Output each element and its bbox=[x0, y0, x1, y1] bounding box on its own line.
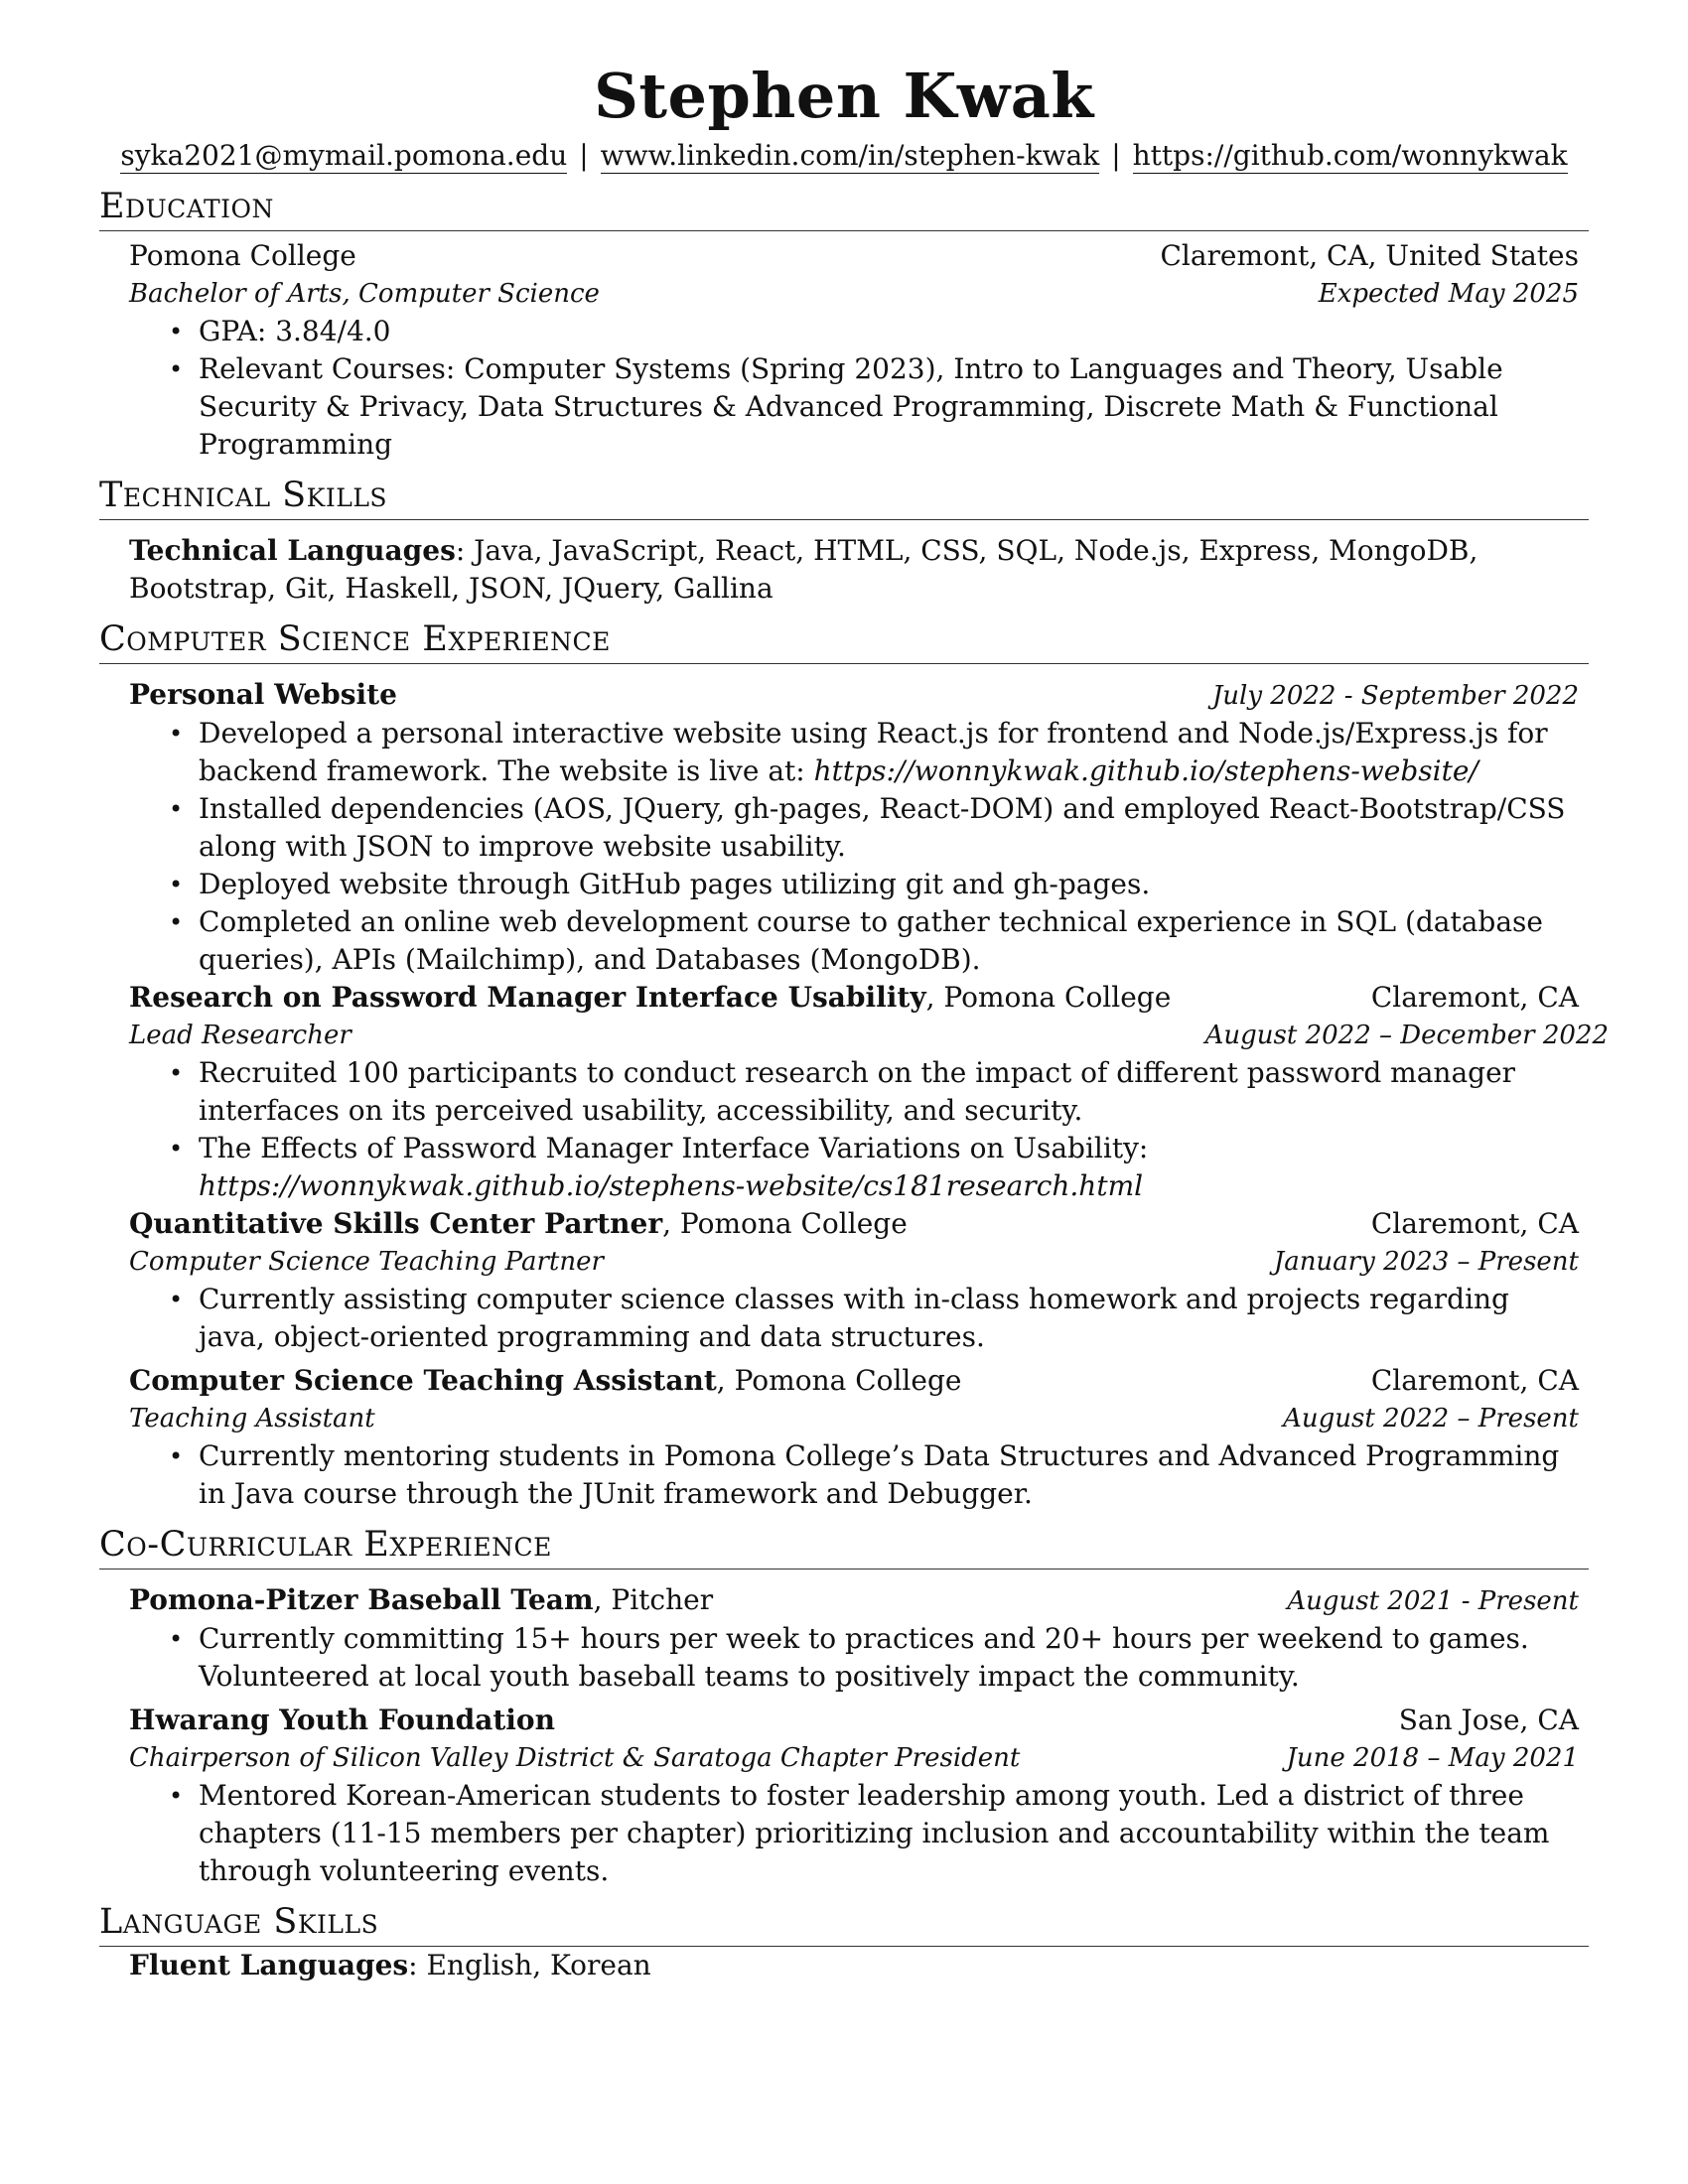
entry-role: , Pitcher bbox=[593, 1583, 714, 1616]
bullet-text: The Effects of Password Manager Interface Variations on Usability: bbox=[199, 1132, 1149, 1164]
entry-subheader bbox=[129, 1243, 1579, 1281]
linkedin-link[interactable]: www.linkedin.com/in/stephen-kwak bbox=[600, 139, 1100, 172]
school-location: Claremont, CA, United States bbox=[1160, 239, 1579, 272]
entry-role: Chairperson of Silicon Valley District & Saratoga Chapter President bbox=[129, 1743, 1021, 1773]
languages-value: : English, Korean bbox=[408, 1949, 651, 1981]
entry-header bbox=[129, 979, 1579, 1017]
entry-bullets bbox=[129, 1437, 1579, 1513]
list-item: • Recruited 100 participants to conduct research on the impact of different password manager interfaces on its perceived usability, accessibility, and security. bbox=[199, 1054, 1579, 1130]
entry-title: Hwarang Youth Foundation bbox=[129, 1704, 555, 1736]
list-item: • Mentored Korean-American students to foster leadership among youth. Led a district of three chapters (11-15 members per chapter) prioritizing inclusion and accountability within the team through volunteering events. bbox=[199, 1777, 1579, 1890]
list-item: • Currently assisting computer science classes with in-class homework and projects regarding java, object-oriented programming and data structures. bbox=[199, 1281, 1579, 1356]
entry-date: July 2022 - September 2022 bbox=[1211, 681, 1579, 711]
contact-line bbox=[99, 137, 1589, 175]
entry-bullets bbox=[129, 1620, 1579, 1696]
resume-name: Stephen Kwak bbox=[594, 60, 1094, 132]
education-bullets bbox=[129, 313, 1579, 464]
list-item: • GPA: 3.84/4.0 bbox=[199, 313, 1579, 350]
entry-subheader bbox=[129, 1400, 1579, 1437]
list-item bbox=[199, 715, 1579, 790]
entry-bullets bbox=[129, 1054, 1579, 1205]
contact-separator: | bbox=[1111, 139, 1121, 172]
entry-bullets bbox=[129, 715, 1579, 979]
entry-title-line bbox=[129, 979, 1171, 1017]
entry-subheader bbox=[129, 1739, 1579, 1777]
education-entry bbox=[99, 231, 1589, 464]
entry-date: August 2021 - Present bbox=[1287, 1586, 1579, 1616]
github-link[interactable]: https://github.com/wonnykwak bbox=[1132, 139, 1568, 172]
entry-header bbox=[129, 1581, 1579, 1620]
entry-org: , Pomona College bbox=[925, 981, 1172, 1014]
languages-line bbox=[129, 1947, 1579, 1984]
entry-location: Claremont, CA bbox=[1370, 981, 1579, 1014]
list-item bbox=[199, 1130, 1579, 1205]
entry-location: San Jose, CA bbox=[1398, 1704, 1579, 1736]
section-title-languages: Language Skills bbox=[99, 1900, 1589, 1947]
email-link[interactable]: syka2021@mymail.pomona.edu bbox=[120, 139, 568, 172]
entry-org: , Pomona College bbox=[716, 1364, 962, 1397]
entry-title: Research on Password Manager Interface Usability bbox=[129, 981, 926, 1014]
entry-location: Claremont, CA bbox=[1370, 1364, 1579, 1397]
entry-header bbox=[129, 1702, 1579, 1739]
list-item: • Installed dependencies (AOS, JQuery, gh-pages, React-DOM) and employed React-Bootstrap/CSS along with JSON to improve website usability. bbox=[199, 790, 1579, 866]
entry-title: Computer Science Teaching Assistant bbox=[129, 1364, 717, 1397]
languages-entry bbox=[99, 1947, 1589, 1984]
entry-location: Claremont, CA bbox=[1370, 1207, 1579, 1240]
section-title-cs-experience: Computer Science Experience bbox=[99, 617, 1589, 664]
cocurricular-entries bbox=[99, 1570, 1589, 1890]
list-item: • Deployed website through GitHub pages utilizing git and gh-pages. bbox=[199, 866, 1579, 903]
entry-role: Teaching Assistant bbox=[129, 1404, 375, 1433]
website-url-link[interactable]: https://wonnykwak.github.io/stephens-website/ bbox=[813, 754, 1478, 787]
entry-title: Personal Website bbox=[129, 678, 397, 711]
skills-value: : Java, JavaScript, React, HTML, CSS, SQL, Node.js, Express, MongoDB, Bootstrap, Git, Haskell, JSON, JQuery, Gallina bbox=[129, 534, 1478, 605]
entry-date: June 2018 – May 2021 bbox=[1286, 1743, 1579, 1773]
entry-title-line bbox=[129, 1205, 908, 1243]
section-title-cocurricular: Co-Curricular Experience bbox=[99, 1523, 1589, 1570]
entry-title: Quantitative Skills Center Partner bbox=[129, 1207, 663, 1240]
skills-entry bbox=[99, 520, 1589, 608]
entry-title-line bbox=[129, 1581, 713, 1619]
entry-header bbox=[129, 676, 1579, 715]
skills-line bbox=[129, 532, 1579, 608]
research-url-link[interactable]: https://wonnykwak.github.io/stephens-website/cs181research.html bbox=[199, 1169, 1144, 1202]
entry-title: Pomona-Pitzer Baseball Team bbox=[129, 1583, 594, 1616]
section-title-skills: Technical Skills bbox=[99, 474, 1589, 520]
school-name: Pomona College bbox=[129, 239, 356, 272]
degree: Bachelor of Arts, Computer Science bbox=[129, 279, 600, 309]
graduation-date: Expected May 2025 bbox=[1318, 279, 1579, 309]
section-title-education: Education bbox=[99, 185, 1589, 231]
entry-date: August 2022 – Present bbox=[1283, 1404, 1579, 1433]
entry-header bbox=[129, 1362, 1579, 1400]
skills-label: Technical Languages bbox=[129, 534, 456, 567]
entry-role: Lead Researcher bbox=[129, 1021, 352, 1050]
entry-title-line bbox=[129, 1362, 961, 1400]
entry-subheader bbox=[129, 1017, 1609, 1054]
languages-label: Fluent Languages bbox=[129, 1949, 409, 1981]
list-item: • Completed an online web development course to gather technical experience in SQL (database queries), APIs (Mailchimp), and Databases (MongoDB). bbox=[199, 903, 1579, 979]
entry-date: January 2023 – Present bbox=[1273, 1247, 1579, 1277]
bullet-text: Developed a personal interactive website using React.js for frontend and Node.js/Express.js for backend framework. The website is live at: bbox=[199, 717, 1548, 787]
cs-experience-entries bbox=[99, 664, 1609, 1513]
resume-page bbox=[99, 60, 1609, 1984]
list-item: • Currently committing 15+ hours per week to practices and 20+ hours per weekend to games. Volunteered at local youth baseball teams to positively impact the community. bbox=[199, 1620, 1579, 1696]
entry-bullets bbox=[129, 1281, 1579, 1356]
list-item: • Relevant Courses: Computer Systems (Spring 2023), Intro to Languages and Theory, Usable Security & Privacy, Data Structures & Advanced Programming, Discrete Math & Functional Programming bbox=[199, 350, 1579, 464]
entry-bullets bbox=[129, 1777, 1579, 1890]
entry-header bbox=[129, 1205, 1579, 1243]
entry-org: , Pomona College bbox=[662, 1207, 908, 1240]
list-item: • Currently mentoring students in Pomona College’s Data Structures and Advanced Programming in Java course through the JUnit framework and Debugger. bbox=[199, 1437, 1579, 1513]
contact-separator: | bbox=[579, 139, 589, 172]
entry-role: Computer Science Teaching Partner bbox=[129, 1247, 604, 1277]
entry-date: August 2022 – December 2022 bbox=[1204, 1021, 1609, 1050]
